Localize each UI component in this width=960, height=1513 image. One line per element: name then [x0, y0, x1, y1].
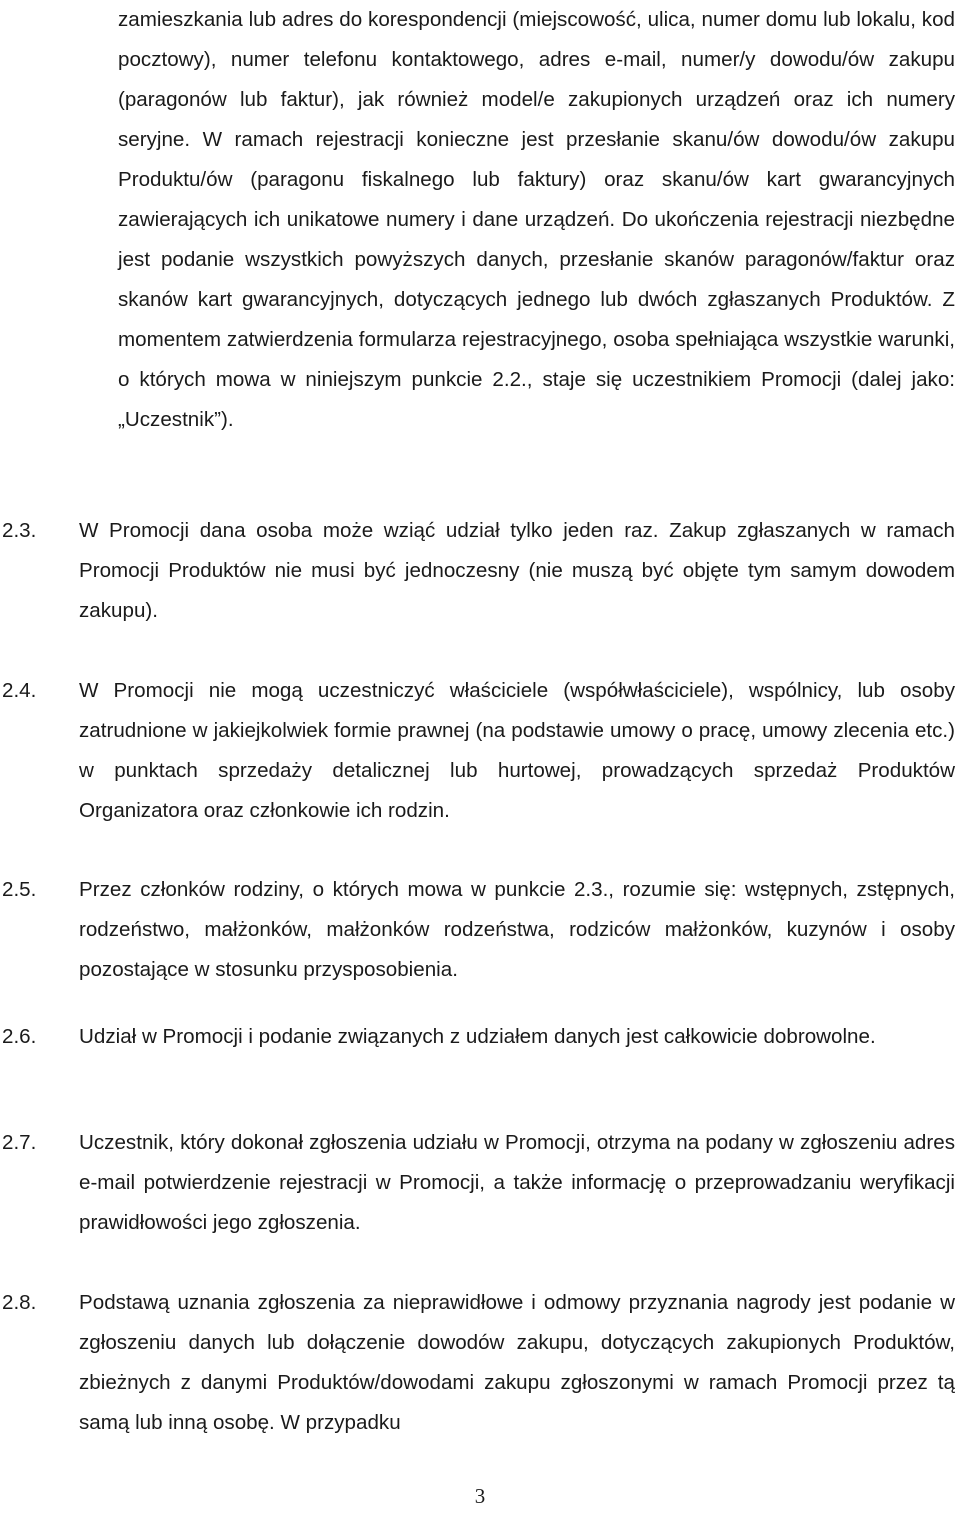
section-text: Przez członków rodziny, o których mowa w punkcie 2.3., rozumie się: wstępnych, zstępnych, rodzeństwo, małżonków, małżonków rodzeństwa, rodziców małżonków, kuzynów i osoby pozostające w stosunku przysposobienia. — [79, 878, 955, 981]
section-number: 2.4. — [2, 679, 37, 702]
section-number: 2.5. — [2, 878, 37, 901]
continuation-paragraph: zamieszkania lub adres do korespondencji (miejscowość, ulica, numer domu lub lokalu, kod pocztowy), numer telefonu kontaktowego, adres e-mail, numer/y dowodu/ów zakupu (paragonów lub faktur), jak również model/e zakupionych urządzeń oraz ich numery seryjne. W ramach rejestracji konieczne jest przesłanie skanu/ów dowodu/ów zakupu Produktu/ów (paragonu fiskalnego lub faktury) oraz skanu/ów kart gwarancyjnych zawierających ich unikatowe numery i dane urządzeń. Do ukończenia rejestracji niezbędne jest podanie wszystkich powyższych danych, przesłanie skanów paragonów/faktur oraz skanów kart gwarancyjnych, dotyczących jednego lub dwóch zgłaszanych Produktów. Z momentem zatwierdzenia formularza rejestracyjnego, osoba spełniająca wszystkie warunki, o których mowa w niniejszym punkcie 2.2., staje się uczestnikiem Promocji (dalej jako: „Uczestnik”). — [118, 8, 955, 431]
section-number: 2.7. — [2, 1131, 37, 1154]
page-number: 3 — [474, 1484, 486, 1508]
section-text: Podstawą uznania zgłoszenia za nieprawidłowe i odmowy przyznania nagrody jest podanie w zgłoszeniu danych lub dołączenie dowodów zakupu, dotyczących zakupionych Produktów, zbieżnych z danymi Produktów/dowodami zakupu zgłoszonymi w ramach Promocji przez tą samą lub inną osobę. W przypadku — [79, 1291, 955, 1434]
section-number: 2.6. — [2, 1025, 37, 1048]
section-text: W Promocji dana osoba może wziąć udział tylko jeden raz. Zakup zgłaszanych w ramach Promocji Produktów nie musi być jednoczesny (nie muszą być objęte tym samym dowodem zakupu). — [79, 519, 955, 622]
section-text: Uczestnik, który dokonał zgłoszenia udziału w Promocji, otrzyma na podany w zgłoszeniu adres e-mail potwierdzenie rejestracji w Promocji, a także informację o przeprowadzaniu weryfikacji prawidłowości jego zgłoszenia. — [79, 1131, 955, 1234]
section-number: 2.3. — [2, 519, 37, 542]
section-text: Udział w Promocji i podanie związanych z udziałem danych jest całkowicie dobrowolne. — [79, 1025, 876, 1048]
section-number: 2.8. — [2, 1291, 37, 1314]
section-text: W Promocji nie mogą uczestniczyć właściciele (współwłaściciele), wspólnicy, lub osoby zatrudnione w jakiejkolwiek formie prawnej (na podstawie umowy o pracę, umowy zlecenia etc.) w punktach sprzedaży detalicznej lub hurtowej, prowadzących sprzedaż Produktów Organizatora oraz członkowie ich rodzin. — [79, 679, 955, 822]
